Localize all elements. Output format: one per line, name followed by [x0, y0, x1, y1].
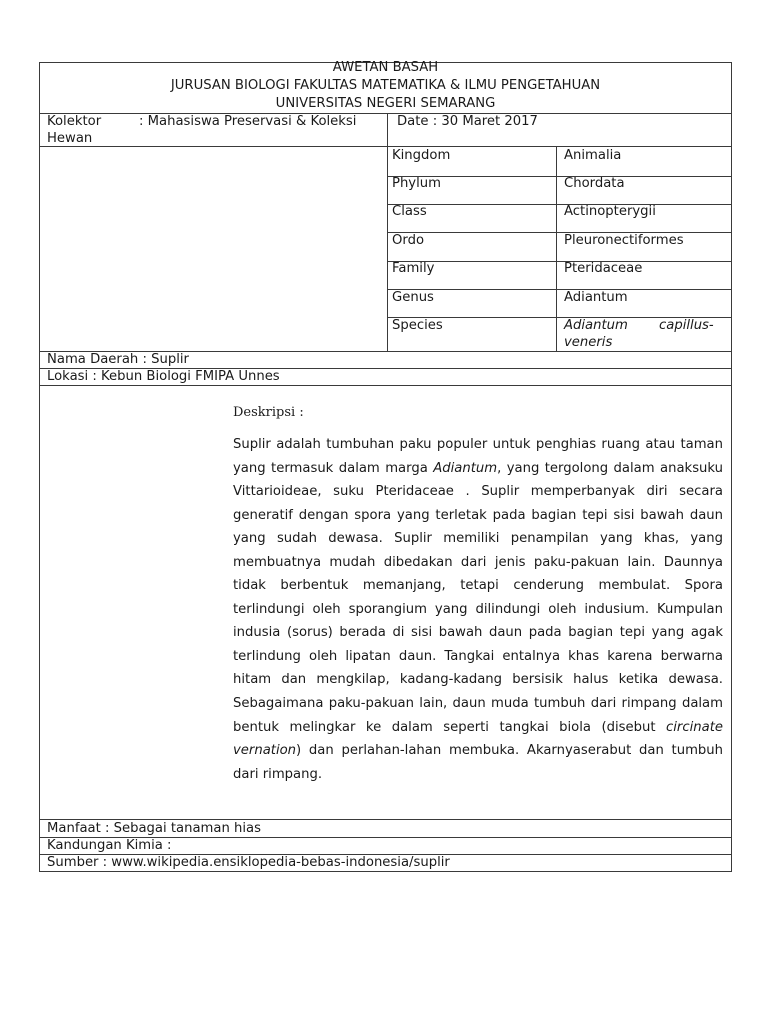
tax-rank-family: Family	[392, 261, 435, 276]
rule-bottom	[40, 871, 731, 872]
tax-value-ordo: Pleuronectiformes	[564, 233, 684, 248]
kolektor-label: Kolektor	[47, 114, 102, 129]
deskripsi-text-2: , yang tergolong dalam anaksuku Vittarioideae, suku Pteridaceae . Suplir memperbanyak diri secara generatif dengan spora yang terletak pada bagian tepi sisi bawah daun yang sudah dewasa. Suplir memiliki penampilan yang khas, yang membuatnya mudah dibedakan dari jenis paku-pakuan lain. Daunnya tidak berbentuk memanjang, tetapi cenderung membulat. Spora terlindungi oleh sporangium yang dilindungi oleh indusium. Kumpulan indusia (sorus) berada di sisi bawah daun pada bagian tepi yang agak terlindung oleh lipatan daun. Tangkai entalnya khas karena berwarna hitam dan mengkilap, kadang-kadang bersisik halus ketika dewasa. Sebagaimana paku-pakuan lain, daun muda tumbuh dari rimpang dalam bentuk melingkar ke dalam seperti tangkai biola (disebut	[233, 460, 724, 735]
tax-value-species-genus: Adiantum	[564, 318, 628, 333]
rule-kolektor-divider	[387, 113, 388, 351]
tax-value-phylum: Chordata	[564, 176, 625, 191]
kolektor-value-cont: Hewan	[47, 131, 93, 146]
rule-tax-2	[387, 204, 731, 205]
tax-value-species-epithet: capillus-	[659, 318, 714, 333]
tax-value-species-cont: veneris	[564, 335, 613, 350]
header-title: AWETAN BASAH	[332, 60, 439, 75]
deskripsi-text-3: ) dan perlahan-lahan membuka. Akarnyaserabut dan tumbuh dari rimpang.	[233, 743, 723, 782]
tax-value-kingdom: Animalia	[564, 148, 622, 163]
tax-rank-genus: Genus	[392, 290, 434, 305]
deskripsi-body	[233, 433, 723, 786]
rule-tax-5	[387, 289, 731, 290]
header-department: JURUSAN BIOLOGI FAKULTAS MATEMATIKA & ILMU PENGETAHUAN	[170, 78, 601, 93]
tax-value-class: Actinopterygii	[564, 204, 656, 219]
deskripsi-title: Deskripsi :	[233, 405, 304, 420]
rule-tax-4	[387, 261, 731, 262]
lokasi-field: Lokasi : Kebun Biologi FMIPA Unnes	[47, 369, 280, 384]
rule-taxonomy-divider	[556, 146, 557, 351]
tax-rank-class: Class	[392, 204, 427, 219]
tax-rank-ordo: Ordo	[392, 233, 425, 248]
kandungan-kimia-field: Kandungan Kimia :	[47, 838, 172, 853]
tax-rank-phylum: Phylum	[392, 176, 441, 191]
date-field: Date : 30 Maret 2017	[397, 114, 538, 129]
tax-value-family: Pteridaceae	[564, 261, 643, 276]
rule-kolektor-bottom	[40, 146, 731, 147]
tax-rank-kingdom: Kingdom	[392, 148, 451, 163]
header-university: UNIVERSITAS NEGERI SEMARANG	[275, 96, 496, 111]
manfaat-field: Manfaat : Sebagai tanaman hias	[47, 821, 262, 836]
nama-daerah-field: Nama Daerah : Suplir	[47, 352, 189, 367]
tax-rank-species: Species	[392, 318, 443, 333]
rule-lokasi-bottom	[40, 385, 731, 386]
deskripsi-term: circinate vernation	[233, 719, 723, 759]
deskripsi-text-1: Suplir adalah tumbuhan paku populer untuk penghias ruang atau taman yang termasuk dalam marga	[233, 437, 723, 476]
kolektor-value: : Mahasiswa Preservasi & Koleksi	[139, 114, 357, 129]
deskripsi-genus: Adiantum	[433, 460, 498, 476]
sumber-field: Sumber : www.wikipedia.ensiklopedia-bebas-indonesia/suplir	[47, 855, 450, 870]
specimen-label-sheet	[39, 62, 732, 872]
tax-value-genus: Adiantum	[564, 290, 628, 305]
